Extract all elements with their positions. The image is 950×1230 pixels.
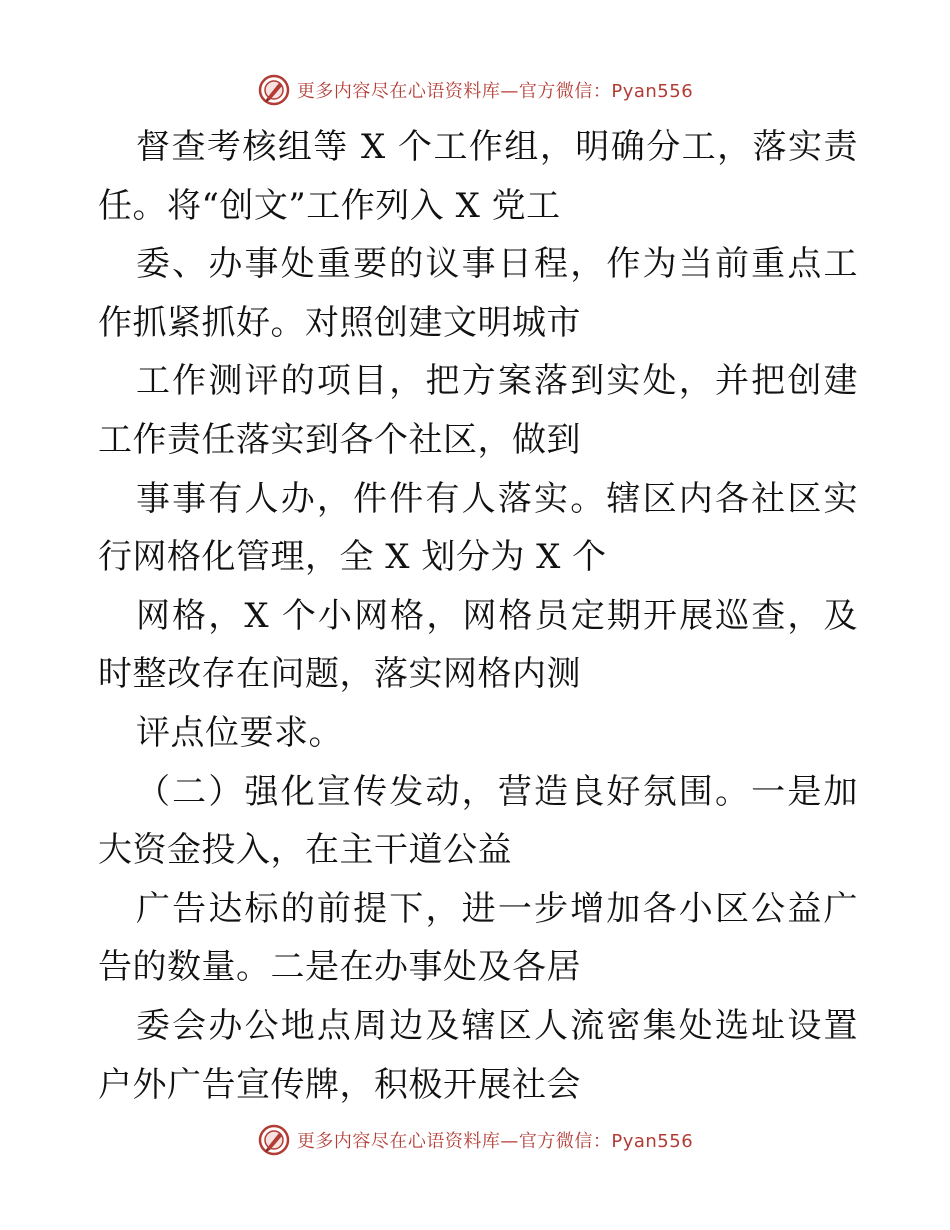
document-body xyxy=(98,118,858,1114)
pen-seal-logo-icon xyxy=(257,73,291,107)
header-banner-dash: — xyxy=(500,81,519,102)
footer-banner-text xyxy=(297,1127,693,1153)
paragraph: 督查考核组等 X 个工作组，明确分工，落实责任。将“创文”工作列入 X 党工 xyxy=(98,127,858,226)
paragraph: 工作测评的项目，把方案落到实处，并把创建工作责任落实到各个社区，做到 xyxy=(98,361,858,460)
paragraph: 广告达标的前提下，进一步增加各小区公益广告的数量。二是在办事处及各居 xyxy=(98,888,858,988)
footer-banner-dash: — xyxy=(500,1131,519,1152)
header-banner-text xyxy=(297,77,693,103)
footer-wechat-text: 官方微信：Pyan556 xyxy=(518,1131,694,1152)
paragraph: 评点位要求。 xyxy=(136,712,343,753)
paragraph: 网格，X 个小网格，网格员定期开展巡查，及时整改存在问题，落实网格内测 xyxy=(98,595,858,695)
paragraph: 委会办公地点周边及辖区人流密集处选址设置户外广告宣传牌，积极开展社会 xyxy=(98,1005,858,1105)
paragraph: 事事有人办，件件有人落实。辖区内各社区实行网格化管理，全 X 划分为 X 个 xyxy=(98,478,858,578)
pen-seal-logo-icon xyxy=(257,1123,291,1157)
header-wechat-text: 官方微信：Pyan556 xyxy=(518,81,694,102)
header-banner-title: 更多内容尽在心语资料库 xyxy=(296,81,501,102)
paragraph: （二）强化宣传发动，营造良好氛围。一是加大资金投入，在主干道公益 xyxy=(98,771,858,871)
paragraph: 委、办事处重要的议事日程，作为当前重点工作抓紧抓好。对照创建文明城市 xyxy=(98,244,858,343)
footer-banner-title: 更多内容尽在心语资料库 xyxy=(296,1131,501,1152)
footer-banner xyxy=(0,1120,950,1160)
header-banner xyxy=(0,70,950,110)
